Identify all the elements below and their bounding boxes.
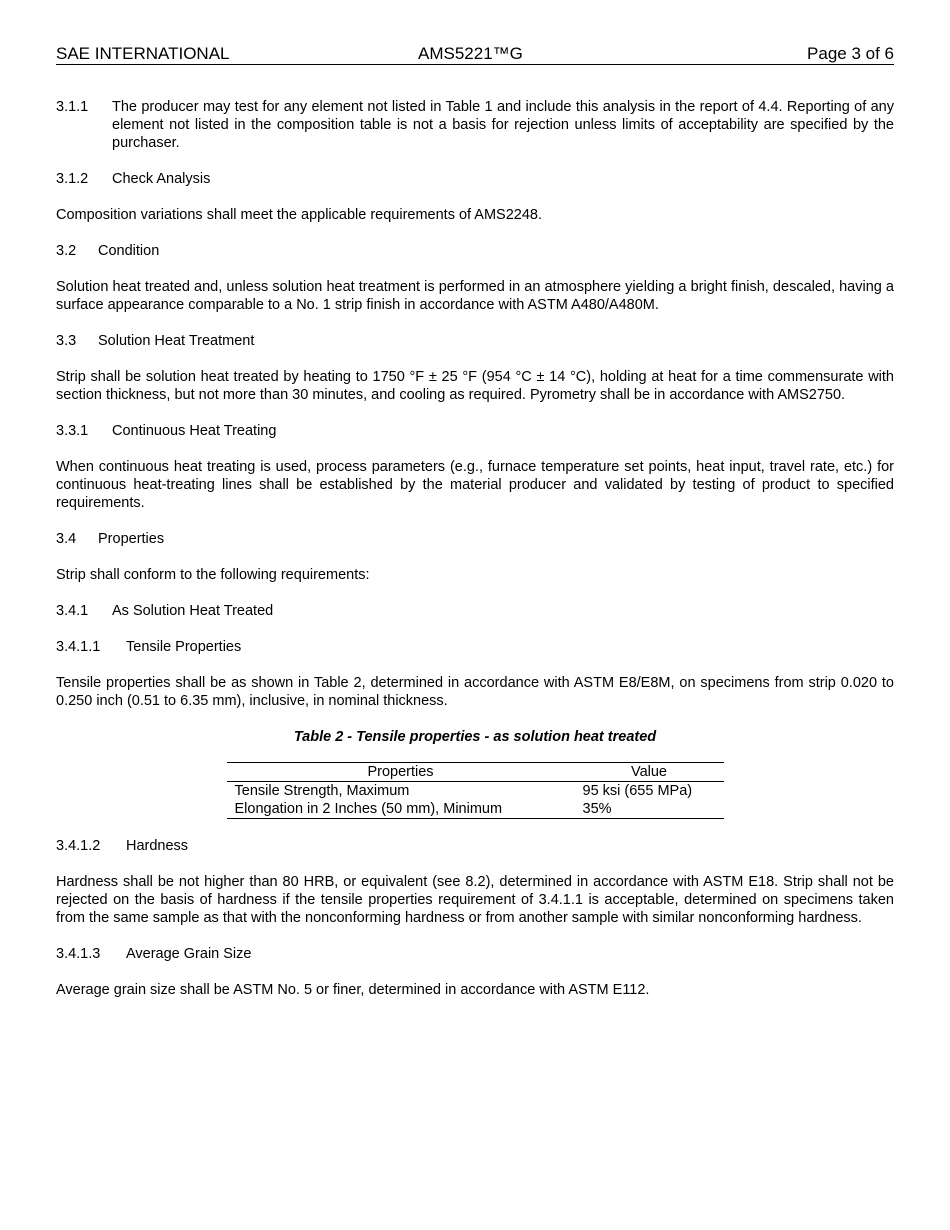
heading-3-3-1 <box>56 422 894 440</box>
heading-3-4-1-1 <box>56 638 894 656</box>
section-number: 3.1.1 <box>56 99 89 115</box>
paragraph-3-3-1: When continuous heat treating is used, process parameters (e.g., furnace temperature set points, heat input, travel rate, etc.) for continuous heat-treating lines shall be established by the material producer and validated by testing of product to specified requirements. <box>56 459 894 511</box>
section-title: Continuous Heat Treating <box>112 423 277 439</box>
table-row <box>227 800 724 819</box>
section-title: Hardness <box>126 838 189 854</box>
header-doc-id: AMS5221™G <box>418 44 523 63</box>
table-row <box>227 782 724 801</box>
section-number: 3.4.1.2 <box>56 838 101 854</box>
heading-3-2 <box>56 242 894 260</box>
paragraph-3-3: Strip shall be solution heat treated by heating to 1750 °F ± 25 °F (954 °C ± 14 °C), holding at heat for a time commensurate with section thickness, but not more than 30 minutes, and cooling as required. Pyrometry shall be in accordance with AMS2750. <box>56 369 894 403</box>
table-cell: Elongation in 2 Inches (50 mm), Minimum <box>227 800 575 819</box>
column-header-value: Value <box>575 763 724 782</box>
heading-3-4-1-3 <box>56 945 894 963</box>
table-cell: Tensile Strength, Maximum <box>234 783 410 799</box>
heading-3-4-1 <box>56 602 894 620</box>
section-title: Solution Heat Treatment <box>98 333 255 349</box>
paragraph-3-4-1-1: Tensile properties shall be as shown in Table 2, determined in accordance with ASTM E8/E8M, on specimens from strip 0.020 to 0.250 inch (0.51 to 6.35 mm), inclusive, in nominal thickness. <box>56 675 894 709</box>
heading-3-4-1-2 <box>56 837 894 855</box>
heading-3-3 <box>56 332 894 350</box>
section-title: Check Analysis <box>112 171 211 187</box>
paragraph-3-4-1-3: Average grain size shall be ASTM No. 5 or finer, determined in accordance with ASTM E112. <box>56 982 650 998</box>
section-title: Average Grain Size <box>126 946 252 962</box>
section-number: 3.2 <box>56 243 77 259</box>
section-number: 3.4.1 <box>56 603 89 619</box>
section-title: As Solution Heat Treated <box>112 603 274 619</box>
heading-3-1-2 <box>56 170 894 188</box>
header-page-number: Page 3 of 6 <box>807 44 894 63</box>
section-title: Tensile Properties <box>126 639 242 655</box>
section-title: Condition <box>98 243 160 259</box>
paragraph-3-4: Strip shall conform to the following requirements: <box>56 567 370 583</box>
section-number: 3.4.1.1 <box>56 639 101 655</box>
heading-3-4 <box>56 530 894 548</box>
table-header-row <box>227 763 724 782</box>
section-3-1-1 <box>56 98 894 152</box>
document-body <box>56 98 894 1017</box>
paragraph-3-4-1-2: Hardness shall be not higher than 80 HRB, or equivalent (see 8.2), determined in accordance with ASTM E18. Strip shall not be rejected on the basis of hardness if the tensile properties requirement of 3.4.1.1 is acceptable, determined on specimens taken from the same sample as that with the nonconforming hardness or from another sample with similar nonconforming hardness. <box>56 874 894 926</box>
page-header <box>56 44 894 65</box>
table-2-caption: Table 2 - Tensile properties - as solution heat treated <box>293 729 657 745</box>
section-number: 3.4.1.3 <box>56 946 101 962</box>
paragraph-3-2: Solution heat treated and, unless solution heat treatment is performed in an atmosphere yielding a bright finish, descaled, having a surface appearance comparable to a No. 1 strip finish in accordance with ASTM A480/A480M. <box>56 279 894 313</box>
section-number: 3.4 <box>56 531 77 547</box>
section-number: 3.3.1 <box>56 423 89 439</box>
table-2 <box>227 762 724 819</box>
header-org: SAE INTERNATIONAL <box>56 44 230 63</box>
section-number: 3.3 <box>56 333 77 349</box>
section-number: 3.1.2 <box>56 171 89 187</box>
table-cell: 95 ksi (655 MPa) <box>582 783 693 799</box>
section-title: Properties <box>98 531 165 547</box>
table-cell: 35% <box>575 800 724 819</box>
column-header-properties: Properties <box>227 763 575 782</box>
paragraph-3-1-2: Composition variations shall meet the applicable requirements of AMS2248. <box>56 207 543 223</box>
section-text: The producer may test for any element not listed in Table 1 and include this analysis in the report of 4.4. Reporting of any element not listed in the composition table is not a basis for rejection unless limits of acceptability are specified by the purchaser. <box>112 99 894 151</box>
